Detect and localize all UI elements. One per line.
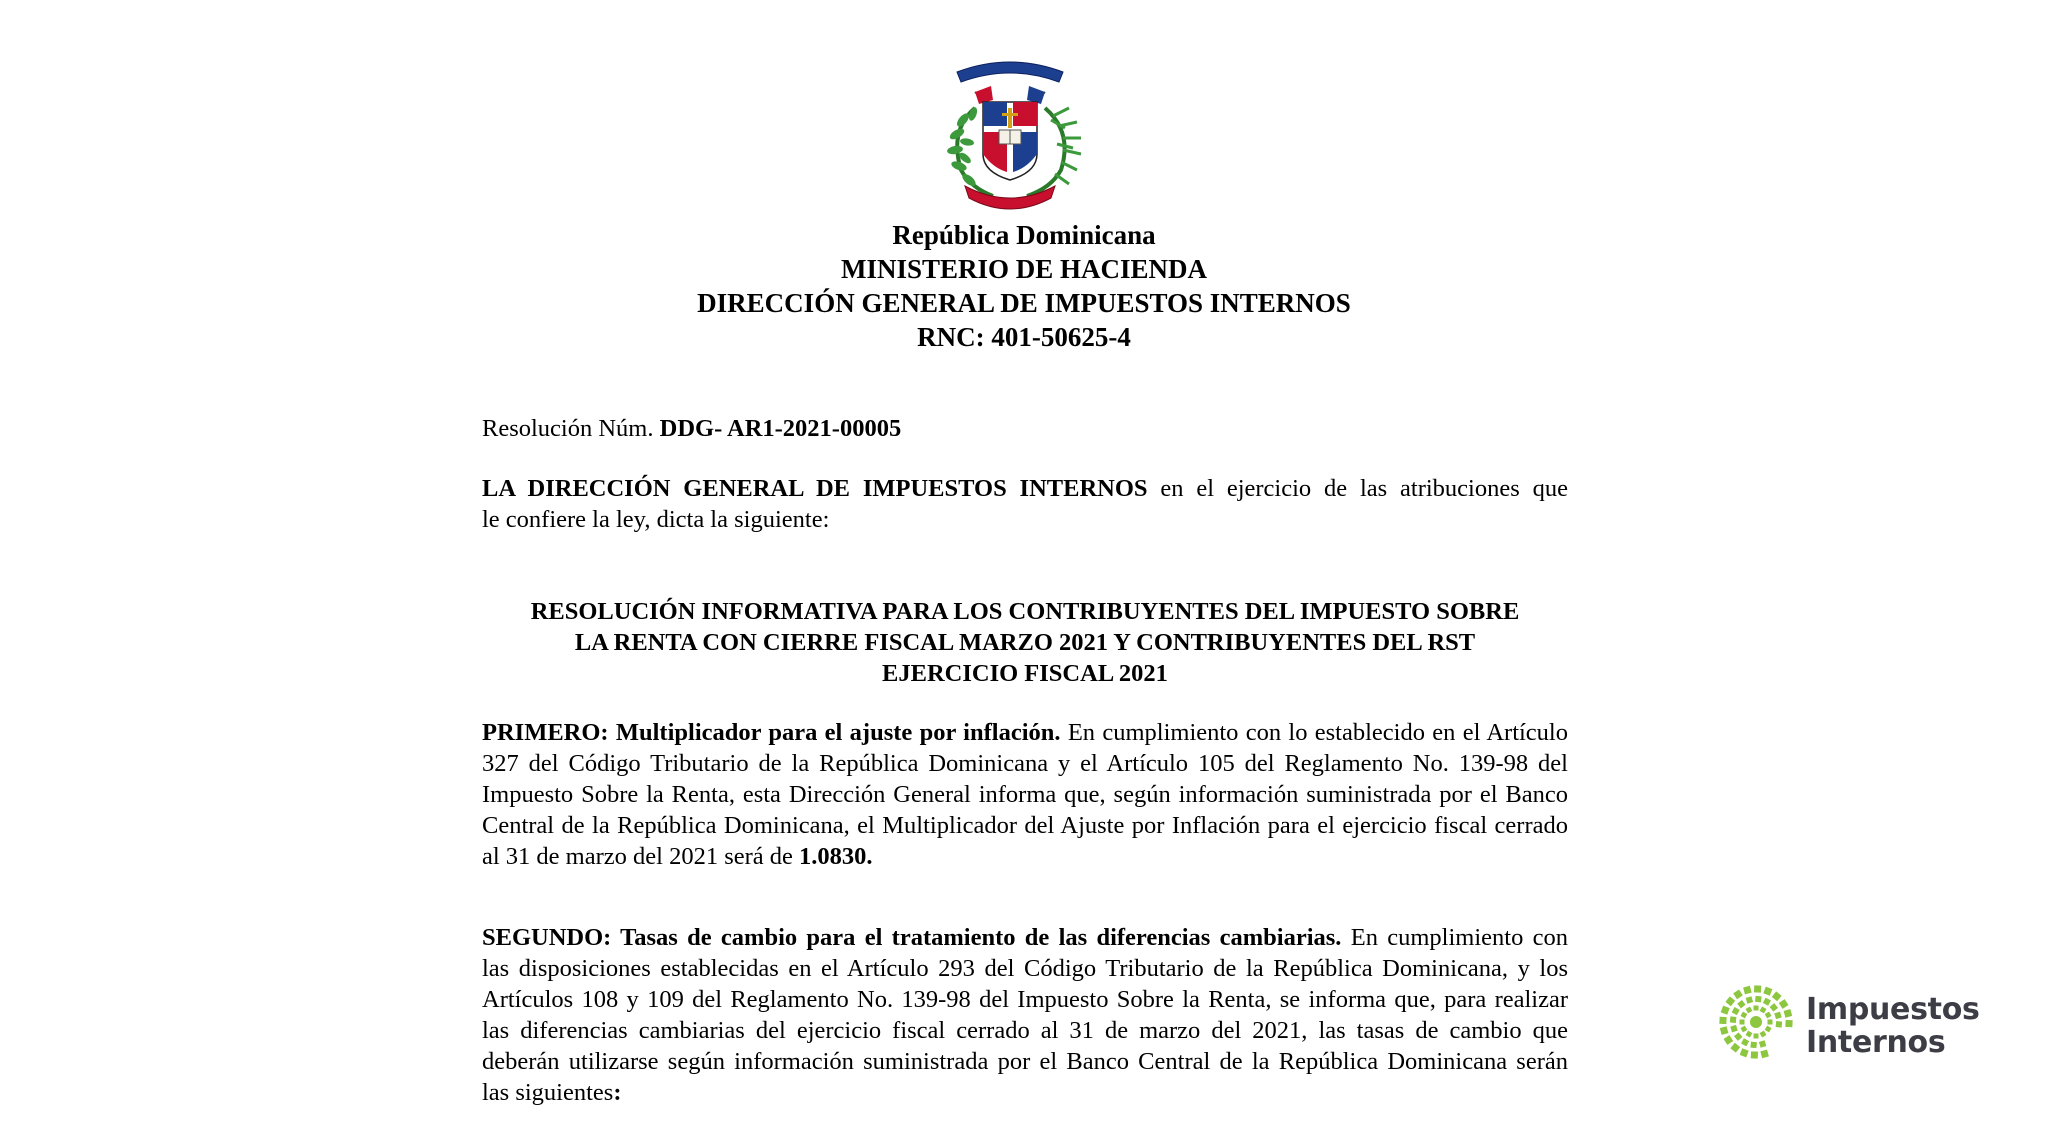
primero-line-5	[482, 841, 1568, 872]
logo-ray-square	[1763, 998, 1771, 1006]
primero-paragraph	[482, 717, 1568, 872]
segundo-heading: SEGUNDO: Tasas de cambio para el tratamiento de las diferencias cambiarias.	[482, 924, 1342, 951]
primero-line-5-text: al 31 de marzo del 2021 será de	[482, 843, 800, 870]
logo-ray-square	[1755, 996, 1762, 1003]
logo-wordmark	[1806, 993, 1980, 1059]
logo-core-dot	[1750, 1016, 1762, 1028]
logo-ray-square	[1743, 986, 1752, 995]
segundo-line-4: las diferencias cambiarias del ejercicio fiscal cerrado al 31 de marzo del 2021, las tasas de cambio que	[482, 1017, 1568, 1044]
segundo-line-1-text: En cumplimiento con	[1341, 924, 1568, 951]
logo-ray-square	[1730, 1016, 1737, 1023]
logo-ray-square	[1750, 1042, 1757, 1049]
logo-ray-square	[1746, 1031, 1753, 1038]
logo-ray-square	[1720, 1026, 1729, 1035]
logo-ray-square	[1721, 1006, 1730, 1015]
logo-ray-square	[1740, 1020, 1745, 1025]
logo-ray-square	[1751, 1051, 1758, 1058]
title-line-1: RESOLUCIÓN INFORMATIVA PARA LOS CONTRIBUYENTES DEL IMPUESTO SOBRE	[530, 598, 1520, 625]
rnc-number: RNC: 401-50625-4	[917, 322, 1131, 352]
logo-ray-square	[1763, 987, 1772, 996]
intro-paragraph	[482, 473, 1568, 535]
logo-ray-square	[1724, 1035, 1734, 1045]
segundo-line-2: las disposiciones establecidas en el Artículo 293 del Código Tributario de la República Dominicana, y los	[482, 955, 1568, 982]
logo-ray-square	[1784, 1009, 1793, 1018]
logo-ray-square	[1754, 1034, 1759, 1039]
primero-line-1-text: En cumplimiento con lo establecido en el Artículo	[1060, 719, 1568, 746]
logo-ray-square	[1741, 1038, 1749, 1046]
intro-line-1	[482, 473, 1568, 504]
title-line-3: EJERCICIO FISCAL 2021	[882, 660, 1168, 687]
title-line-2: LA RENTA CON CIERRE FISCAL MARZO 2021 Y CONTRIBUYENTES DEL RST	[574, 629, 1476, 656]
segundo-line-6	[482, 1077, 1568, 1108]
logo-ray-square	[1740, 1026, 1747, 1033]
logo-ray-square	[1737, 1000, 1745, 1008]
logo-ray-square	[1776, 1021, 1783, 1028]
segundo-line-3: Artículos 108 y 109 del Reglamento No. 139-98 del Impuesto Sobre la Renta, se informa que, para realizar	[482, 986, 1568, 1013]
logo-ray-square	[1785, 1020, 1792, 1027]
logo-ray-square	[1719, 1017, 1726, 1024]
logo-ray-square	[1779, 999, 1789, 1009]
logo-ray-square	[1733, 990, 1743, 1000]
logo-ray-square	[1770, 1003, 1778, 1011]
resolution-label: Resolución Núm.	[482, 415, 660, 442]
logo-ray-square	[1746, 1006, 1753, 1013]
agency-name: DIRECCIÓN GENERAL DE IMPUESTOS INTERNOS	[697, 288, 1351, 318]
resolution-number	[482, 413, 1568, 444]
logo-ray-square	[1725, 996, 1735, 1006]
primero-line-4: Central de la República Dominicana, el Multiplicador del Ajuste por Inflación para el ejercicio fiscal cerrado	[482, 812, 1568, 839]
logo-ray-square	[1765, 1012, 1772, 1019]
intro-line-1-text: en el ejercicio de las atribuciones que	[1147, 475, 1568, 502]
coat-of-arms-emblem	[935, 50, 1085, 210]
logo-ray-square	[1760, 1031, 1767, 1038]
country-name: República Dominicana	[892, 220, 1156, 250]
resolution-title	[482, 596, 1568, 689]
segundo-line-1	[482, 922, 1568, 953]
logo-ray-square	[1730, 1025, 1737, 1032]
segundo-line-6-text: las siguientes	[482, 1079, 614, 1106]
logo-ray-square	[1765, 1026, 1772, 1033]
document-header	[524, 218, 1524, 354]
resolution-id: DDG- AR1-2021-00005	[659, 415, 902, 442]
intro-bold: LA DIRECCIÓN GENERAL DE IMPUESTOS INTERNOS	[482, 475, 1148, 502]
primero-line-2: 327 del Código Tributario de la República Dominicana y el Artículo 105 del Reglamento No. 139-98 del	[482, 750, 1568, 777]
logo-ray-square	[1746, 996, 1753, 1003]
logo-ray-square	[1754, 1006, 1759, 1011]
logo-ray-square	[1740, 1012, 1747, 1019]
inflation-multiplier-value: 1.0830.	[799, 843, 873, 870]
ministry-name: MINISTERIO DE HACIENDA	[840, 254, 1208, 284]
logo-ray-square	[1760, 1050, 1769, 1059]
intro-line-2: le confiere la ley, dicta la siguiente:	[482, 506, 830, 533]
logo-ray-square	[1740, 1048, 1749, 1057]
logo-line-2: Internos	[1806, 1025, 1946, 1060]
primero-heading: PRIMERO: Multiplicador para el ajuste por inflación.	[482, 719, 1061, 746]
logo-ray-square	[1768, 1020, 1773, 1025]
logo-ray-square	[1732, 1007, 1740, 1015]
logo-ray-square	[1760, 1006, 1767, 1013]
logo-line-1: Impuestos	[1806, 992, 1980, 1027]
primero-line-1	[482, 717, 1568, 748]
logo-ray-square	[1759, 1040, 1766, 1047]
logo-ray-square	[1772, 991, 1782, 1001]
impuestos-internos-logo	[1714, 980, 1980, 1064]
logo-ray-square	[1754, 985, 1761, 992]
segundo-line-6-colon: :	[613, 1079, 622, 1106]
sunburst-logo-icon	[1714, 980, 1798, 1064]
logo-ray-square	[1730, 1043, 1740, 1053]
segundo-line-5: deberán utilizarse según información suministrada por el Banco Central de la República Dominicana serán	[482, 1048, 1568, 1075]
segundo-paragraph	[482, 922, 1568, 1108]
primero-line-3: Impuesto Sobre la Renta, esta Dirección General informa que, según información suministrada por el Banco	[482, 781, 1568, 808]
logo-ray-square	[1734, 1032, 1742, 1040]
logo-ray-square	[1774, 1012, 1781, 1019]
